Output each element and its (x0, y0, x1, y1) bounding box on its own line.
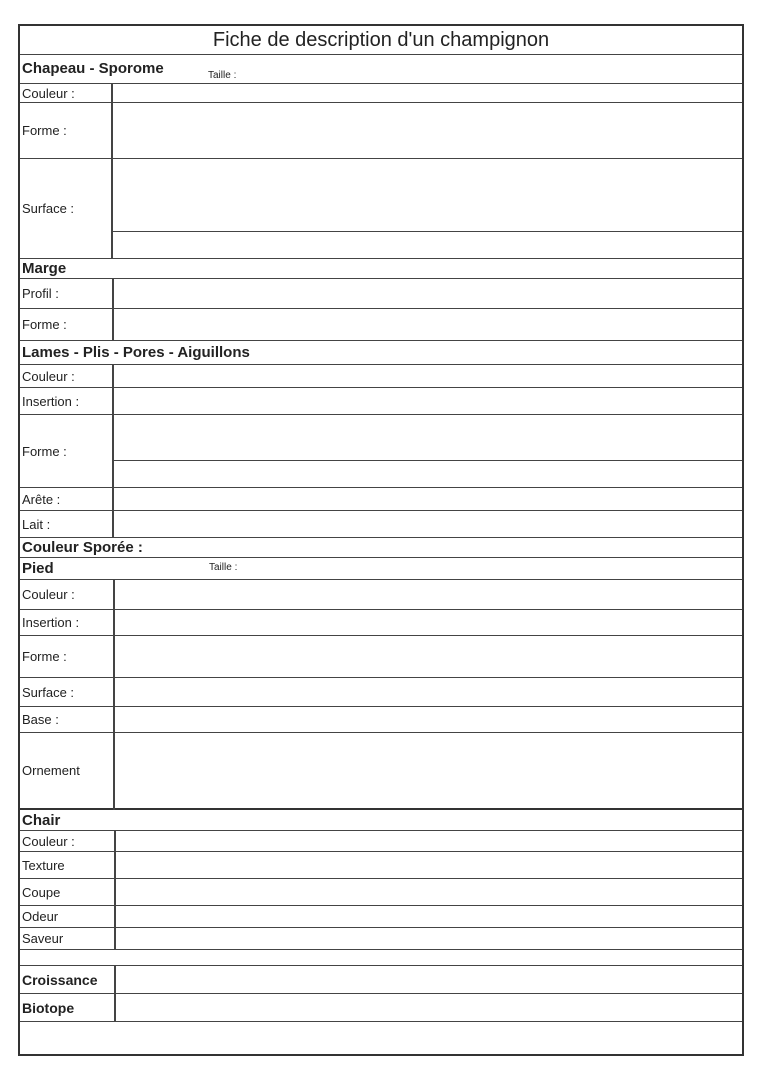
section-chair-label: Chair (22, 811, 61, 829)
label-pied-base: Base : (22, 712, 59, 727)
field-lames-forme[interactable] (20, 415, 742, 488)
label-lames-insertion: Insertion : (22, 393, 80, 409)
label-chapeau-surface: Surface : (22, 201, 75, 216)
field-lames-lait[interactable] (20, 511, 742, 538)
section-lames (20, 341, 742, 365)
chair-divider (114, 831, 116, 950)
chapeau-divider (111, 84, 113, 259)
lames-forme-sub-line (113, 460, 742, 461)
field-chair-coupe[interactable] (20, 879, 742, 906)
section-chapeau (20, 54, 742, 84)
label-chair-saveur: Saveur (22, 931, 64, 946)
field-chair-saveur[interactable] (20, 928, 742, 950)
field-pied-ornement[interactable] (20, 733, 742, 810)
field-chair-texture[interactable] (20, 852, 742, 879)
description-sheet (18, 24, 744, 1056)
section-lames-label: Lames - Plis - Pores - Aiguillons (22, 344, 250, 361)
croissance-biotope-divider (114, 966, 116, 1022)
field-pied-base[interactable] (20, 707, 742, 733)
field-lames-arete[interactable] (20, 488, 742, 511)
field-chair-couleur[interactable] (20, 831, 742, 852)
label-pied-ornement: Ornement (22, 763, 80, 778)
label-chair-coupe: Coupe (22, 884, 61, 900)
section-pied-label: Pied (22, 560, 54, 577)
field-chapeau-forme[interactable] (20, 103, 742, 159)
lames-divider (112, 365, 114, 538)
section-marge-label: Marge (22, 260, 67, 277)
field-pied-surface[interactable] (20, 678, 742, 707)
pied-divider (113, 580, 115, 810)
label-marge-forme: Forme : (22, 317, 67, 332)
sheet-title: Fiche de description d'un champignon (20, 26, 742, 55)
label-lames-arete: Arête : (22, 491, 61, 507)
field-chair-odeur[interactable] (20, 906, 742, 928)
section-chapeau-label: Chapeau - Sporome (22, 60, 164, 77)
label-pied-surface: Surface : (22, 684, 75, 700)
surface-sub-line (113, 231, 742, 232)
label-chair-couleur: Couleur : (22, 833, 75, 849)
label-lames-couleur: Couleur : (22, 368, 75, 384)
field-croissance[interactable] (20, 966, 742, 994)
label-pied-couleur: Couleur : (22, 587, 75, 602)
chapeau-taille-label: Taille : (208, 70, 237, 81)
label-marge-profil: Profil : (22, 286, 59, 301)
field-chapeau-couleur[interactable] (20, 84, 742, 103)
field-marge-forme[interactable] (20, 309, 742, 341)
field-marge-profil[interactable] (20, 279, 742, 309)
field-lames-couleur[interactable] (20, 365, 742, 388)
label-chapeau-forme: Forme : (22, 123, 67, 138)
chair-spacer-row (20, 950, 742, 966)
field-lames-insertion[interactable] (20, 388, 742, 415)
field-pied-couleur[interactable] (20, 580, 742, 610)
field-chapeau-surface[interactable] (20, 159, 742, 259)
section-pied (20, 558, 742, 580)
field-pied-forme[interactable] (20, 636, 742, 678)
pied-taille-label: Taille : (209, 562, 238, 573)
field-couleur-sporee[interactable] (20, 538, 742, 558)
label-lames-forme: Forme : (22, 443, 67, 459)
label-couleur-sporee: Couleur Sporée : (22, 539, 143, 556)
label-croissance: Croissance (22, 971, 98, 988)
label-chair-texture: Texture (22, 857, 65, 873)
label-chapeau-couleur: Couleur : (22, 85, 75, 101)
label-pied-forme: Forme : (22, 649, 67, 664)
label-biotope: Biotope (22, 999, 75, 1016)
label-chair-odeur: Odeur (22, 909, 59, 924)
marge-divider (112, 279, 114, 341)
field-pied-insertion[interactable] (20, 610, 742, 636)
label-lames-lait: Lait : (22, 516, 51, 532)
label-pied-insertion: Insertion : (22, 615, 80, 630)
section-marge (20, 259, 742, 279)
field-notes[interactable] (20, 1022, 742, 1056)
field-biotope[interactable] (20, 994, 742, 1022)
section-chair (20, 810, 742, 831)
